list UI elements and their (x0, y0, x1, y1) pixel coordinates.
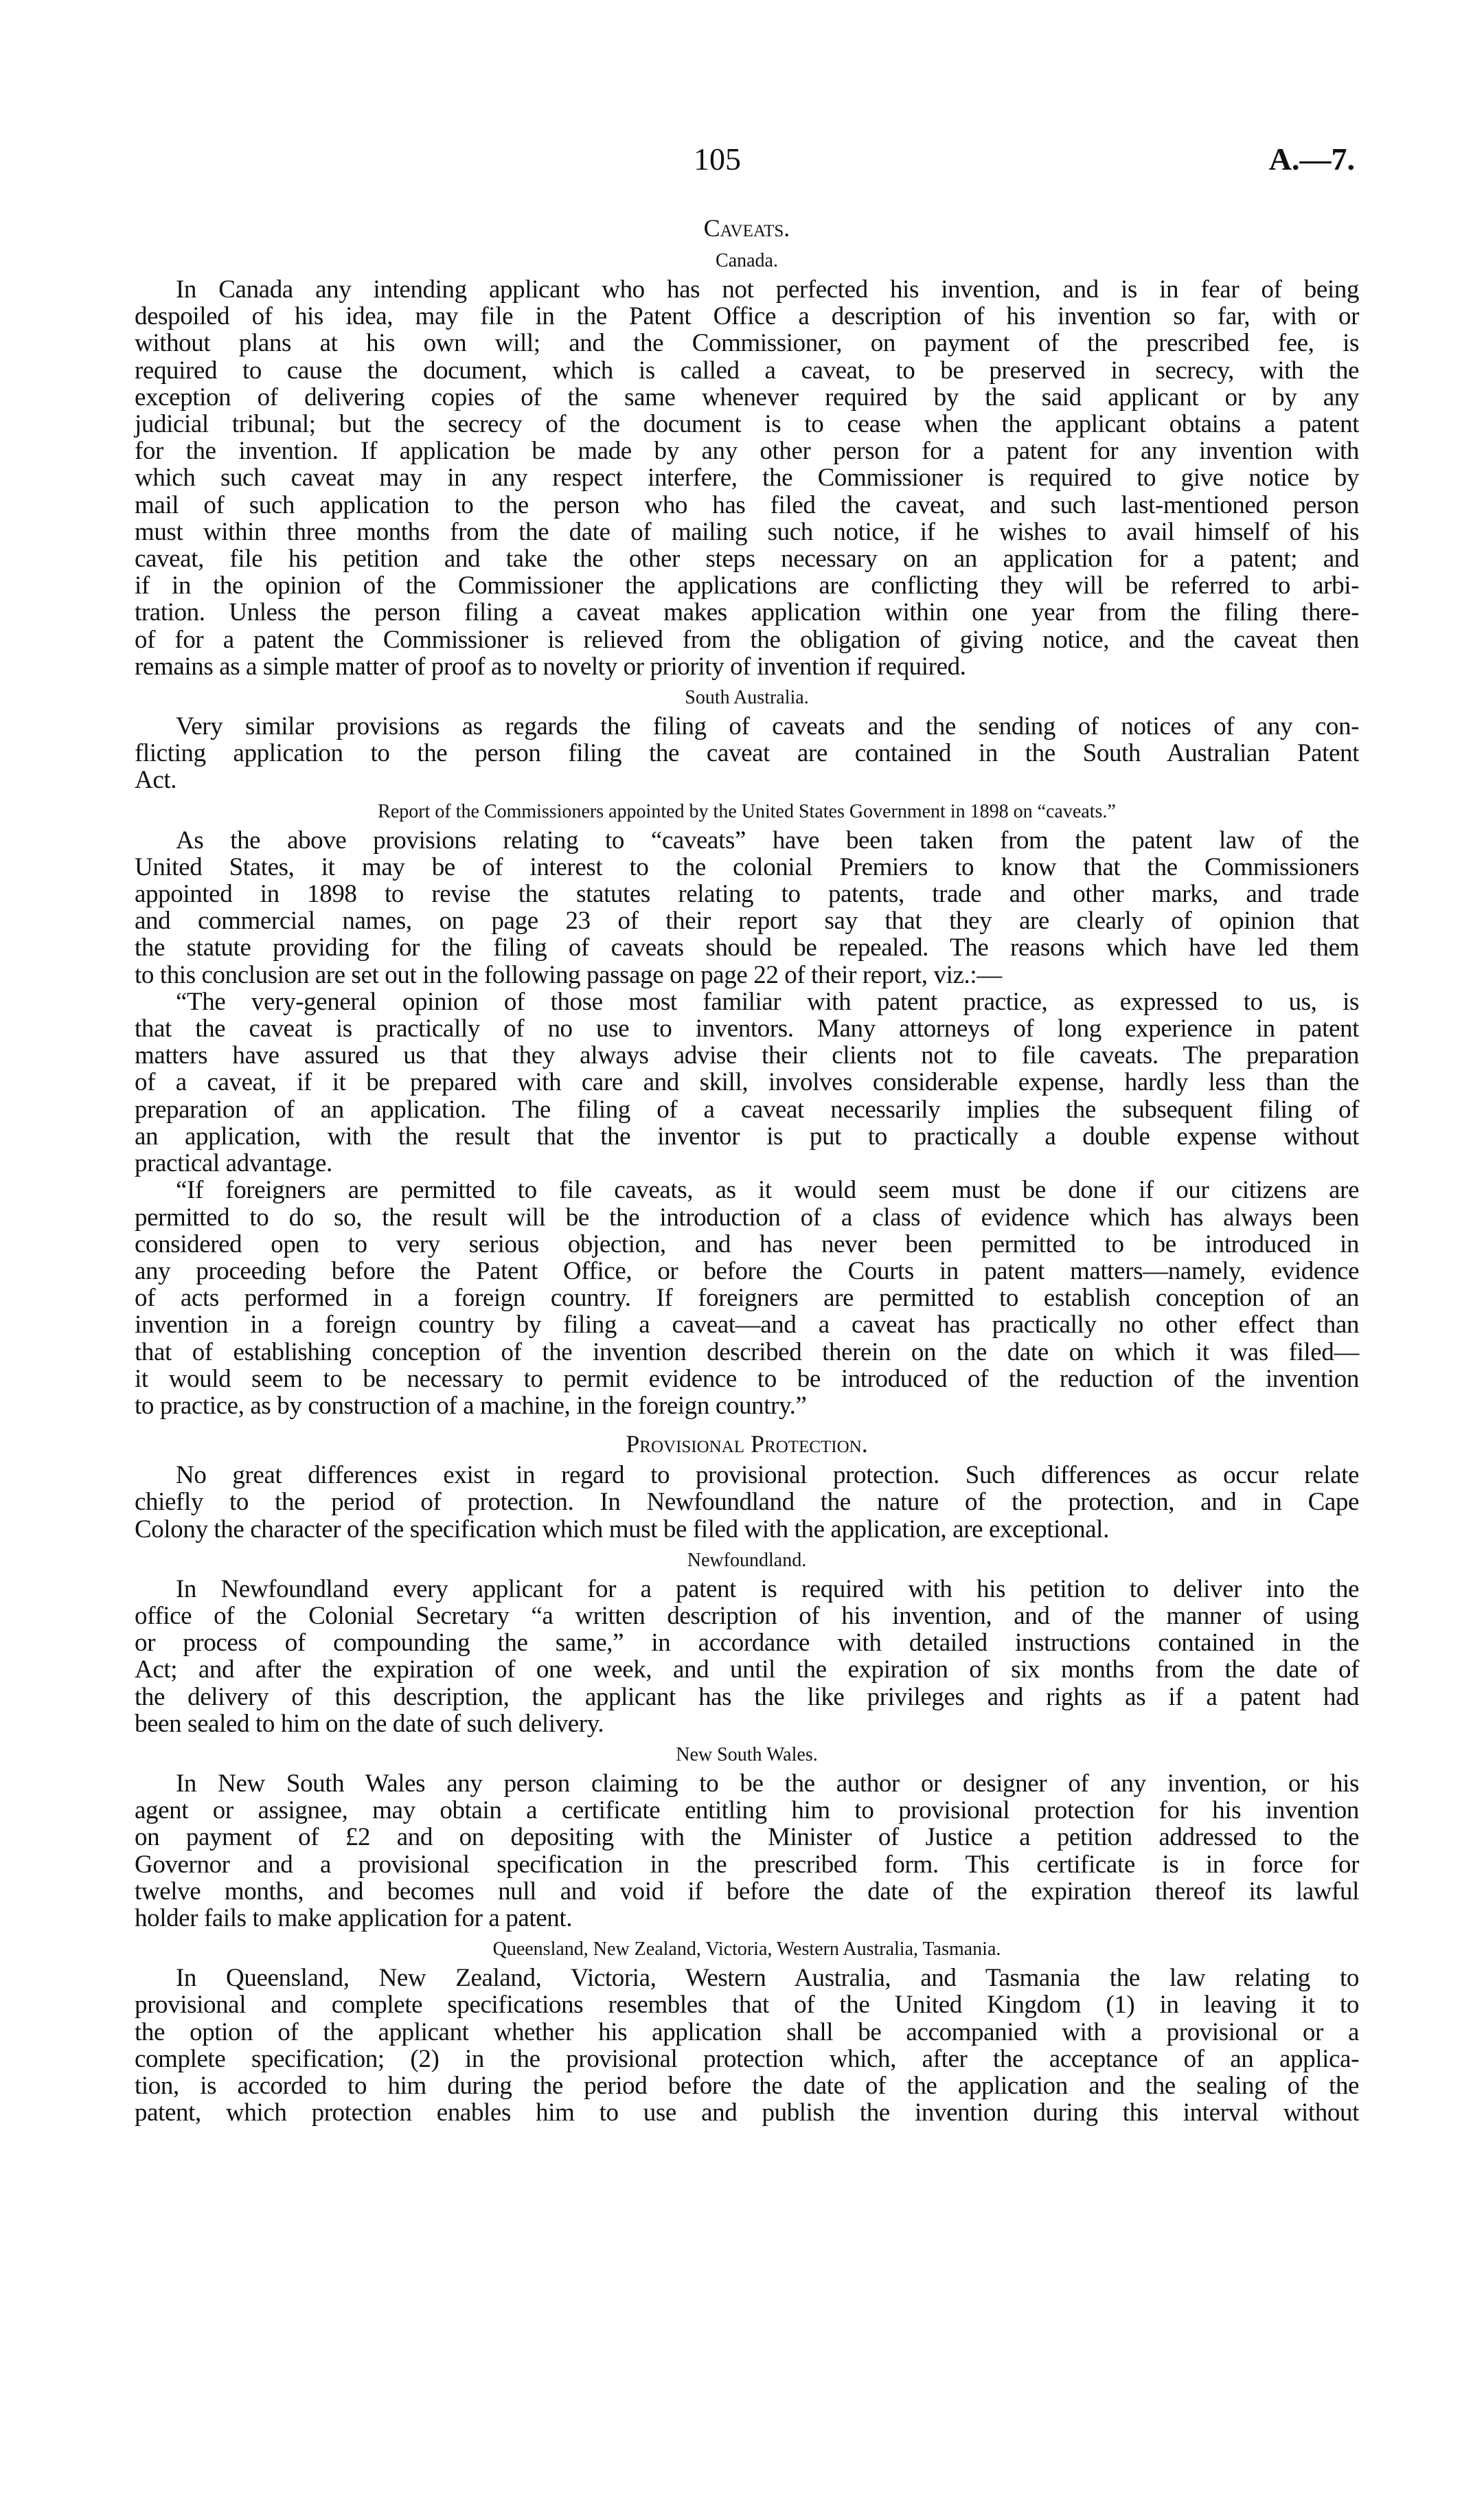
text-line: twelve months, and becomes null and void if before the date of the expiration thereof its lawful (135, 1877, 1359, 1906)
section-heading: Provisional Protection. (626, 1430, 868, 1458)
text-line: invention in a foreign country by filing a caveat—and a caveat has practically no other effect than (135, 1311, 1359, 1339)
text-line: Act; and after the expiration of one week, and until the expiration of six months from the date of (135, 1655, 1359, 1684)
paragraph (135, 1965, 1359, 2126)
paragraph (135, 988, 1359, 1177)
text-line: to practice, as by construction of a machine, in the foreign country.” (135, 1391, 807, 1420)
text-line: appointed in 1898 to revise the statutes relating to patents, trade and other marks, and trade (135, 880, 1359, 909)
text-line: No great differences exist in regard to provisional protection. Such differences as occur relate (176, 1461, 1359, 1490)
text-line: judicial tribunal; but the secrecy of the document is to cease when the applicant obtains a patent (135, 410, 1359, 439)
text-line: and commercial names, on page 23 of their report say that they are clearly of opinion that (135, 907, 1359, 936)
text-line: Very similar provisions as regards the filing of caveats and the sending of notices of any con- (176, 712, 1359, 741)
paragraph (135, 827, 1359, 988)
document-body (135, 213, 1359, 2126)
text-line: must within three months from the date of mailing such notice, if he wishes to avail himself of his (135, 517, 1359, 546)
subsection-heading: Canada. (716, 250, 778, 271)
text-line: to this conclusion are set out in the following passage on page 22 of their report, viz.:— (135, 960, 1002, 989)
section-heading: Caveats. (703, 214, 790, 242)
text-line: preparation of an application. The filing of a caveat necessarily implies the subsequent filing of (135, 1095, 1359, 1124)
text-line: considered open to very serious objection, and has never been permitted to be introduced in (135, 1230, 1359, 1258)
subsection-heading: Newfoundland. (687, 1549, 807, 1571)
text-line: the delivery of this description, the applicant has the like privileges and rights as if a patent had (135, 1682, 1359, 1711)
paragraph (135, 276, 1359, 680)
text-line: of for a patent the Commissioner is relieved from the obligation of giving notice, and the caveat then (135, 625, 1359, 654)
text-line: chiefly to the period of protection. In Newfoundland the nature of the protection, and in Cape (135, 1488, 1359, 1517)
text-line: exception of delivering copies of the same whenever required by the said applicant or by any (135, 383, 1359, 411)
text-line: mail of such application to the person who has filed the caveat, and such last-mentioned person (135, 490, 1359, 519)
text-line: of acts performed in a foreign country. If foreigners are permitted to establish conception of an (135, 1284, 1359, 1313)
text-line: “If foreigners are permitted to file caveats, as it would seem must be done if our citizens are (176, 1176, 1359, 1205)
text-line: Governor and a provisional specification in the prescribed form. This certificate is in force for (135, 1850, 1359, 1879)
text-line: complete specification; (2) in the provisional protection which, after the acceptance of an applica- (135, 2044, 1359, 2073)
subsection-heading: South Australia. (685, 687, 809, 709)
text-line: As the above provisions relating to “caveats” have been taken from the patent law of the (176, 826, 1359, 855)
text-line: any proceeding before the Patent Office, or before the Courts in patent matters—namely, evidence (135, 1256, 1359, 1285)
text-line: on payment of £2 and on depositing with the Minister of Justice a petition addressed to the (135, 1823, 1359, 1852)
paragraph (135, 1770, 1359, 1932)
text-line: In Newfoundland every applicant for a patent is required with his petition to deliver into the (176, 1574, 1359, 1603)
text-line: it would seem to be necessary to permit evidence to be introduced of the reduction of the invention (135, 1364, 1359, 1393)
text-line: In New South Wales any person claiming to be the author or designer of any invention, or his (176, 1769, 1359, 1798)
text-line: the statute providing for the filing of caveats should be repealed. The reasons which have led them (135, 934, 1359, 962)
text-line: been sealed to him on the date of such delivery. (135, 1709, 604, 1738)
page-number: 105 (694, 142, 741, 177)
text-line: required to cause the document, which is called a caveat, to be preserved in secrecy, with the (135, 356, 1359, 385)
text-line: that of establishing conception of the invention described therein on the date on which it was filed— (135, 1337, 1359, 1366)
paragraph (135, 713, 1359, 794)
paragraph (135, 1462, 1359, 1543)
subsection-heading: Queensland, New Zealand, Victoria, Western Australia, Tasmania. (492, 1938, 1001, 1960)
text-line: caveat, file his petition and take the other steps necessary on an application for a patent; and (135, 545, 1359, 574)
text-line: “The very-general opinion of those most familiar with patent practice, as expressed to us, is (176, 987, 1359, 1016)
text-line: without plans at his own will; and the Commissioner, on payment of the prescribed fee, is (135, 329, 1359, 358)
text-line: matters have assured us that they always advise their clients not to file caveats. The preparation (135, 1041, 1359, 1070)
text-line: tration. Unless the person filing a caveat makes application within one year from the filing there- (135, 598, 1359, 627)
text-line: office of the Colonial Secretary “a written description of his invention, and of the manner of using (135, 1601, 1359, 1630)
text-line: flicting application to the person filing the caveat are contained in the South Australian Patent (135, 739, 1359, 768)
text-line: the option of the applicant whether his application shall be accompanied with a provisional or a (135, 2017, 1359, 2046)
text-line: United States, it may be of interest to the colonial Premiers to know that the Commissioners (135, 852, 1359, 881)
text-line: Colony the character of the specification which must be filed with the application, are exceptional. (135, 1515, 1109, 1544)
text-line: practical advantage. (135, 1149, 332, 1178)
text-line: remains as a simple matter of proof as to novelty or priority of invention if required. (135, 652, 966, 681)
text-line: if in the opinion of the Commissioner the applications are conflicting they will be referred to arbi- (135, 572, 1359, 600)
text-line: of a caveat, if it be prepared with care and skill, involves considerable expense, hardly less than the (135, 1068, 1359, 1097)
text-line: despoiled of his idea, may file in the Patent Office a description of his invention so far, with or (135, 302, 1359, 331)
text-line: permitted to do so, the result will be the introduction of a class of evidence which has always been (135, 1203, 1359, 1232)
text-line: or process of compounding the same,” in accordance with detailed instructions contained in the (135, 1629, 1359, 1658)
text-line: for the invention. If application be made by any other person for a patent for any invention with (135, 437, 1359, 466)
text-line: provisional and complete specifications resembles that of the United Kingdom (1) in leaving it to (135, 1991, 1359, 2020)
text-line: patent, which protection enables him to use and publish the invention during this interval without (135, 2099, 1359, 2127)
document-reference: A.—7. (1268, 142, 1355, 177)
text-line: In Canada any intending applicant who has not perfected his invention, and is in fear of being (176, 275, 1359, 304)
text-line: tion, is accorded to him during the period before the date of the application and the sealing of the (135, 2071, 1359, 2100)
subsection-heading: Report of the Commissioners appointed by the United States Government in 1898 on “caveats.” (378, 800, 1116, 822)
text-line: an application, with the result that the inventor is put to practically a double expense without (135, 1122, 1359, 1151)
paragraph (135, 1576, 1359, 1737)
paragraph (135, 1177, 1359, 1419)
text-line: In Queensland, New Zealand, Victoria, Western Australia, and Tasmania the law relating to (176, 1964, 1359, 1993)
text-line: holder fails to make application for a patent. (135, 1903, 573, 1932)
text-line: which such caveat may in any respect interfere, the Commissioner is required to give notice by (135, 464, 1359, 493)
text-line: that the caveat is practically of no use to inventors. Many attorneys of long experience in patent (135, 1015, 1359, 1043)
text-line: agent or assignee, may obtain a certificate entitling him to provisional protection for his invention (135, 1796, 1359, 1825)
text-line: Act. (135, 766, 177, 795)
subsection-heading: New South Wales. (676, 1743, 818, 1765)
